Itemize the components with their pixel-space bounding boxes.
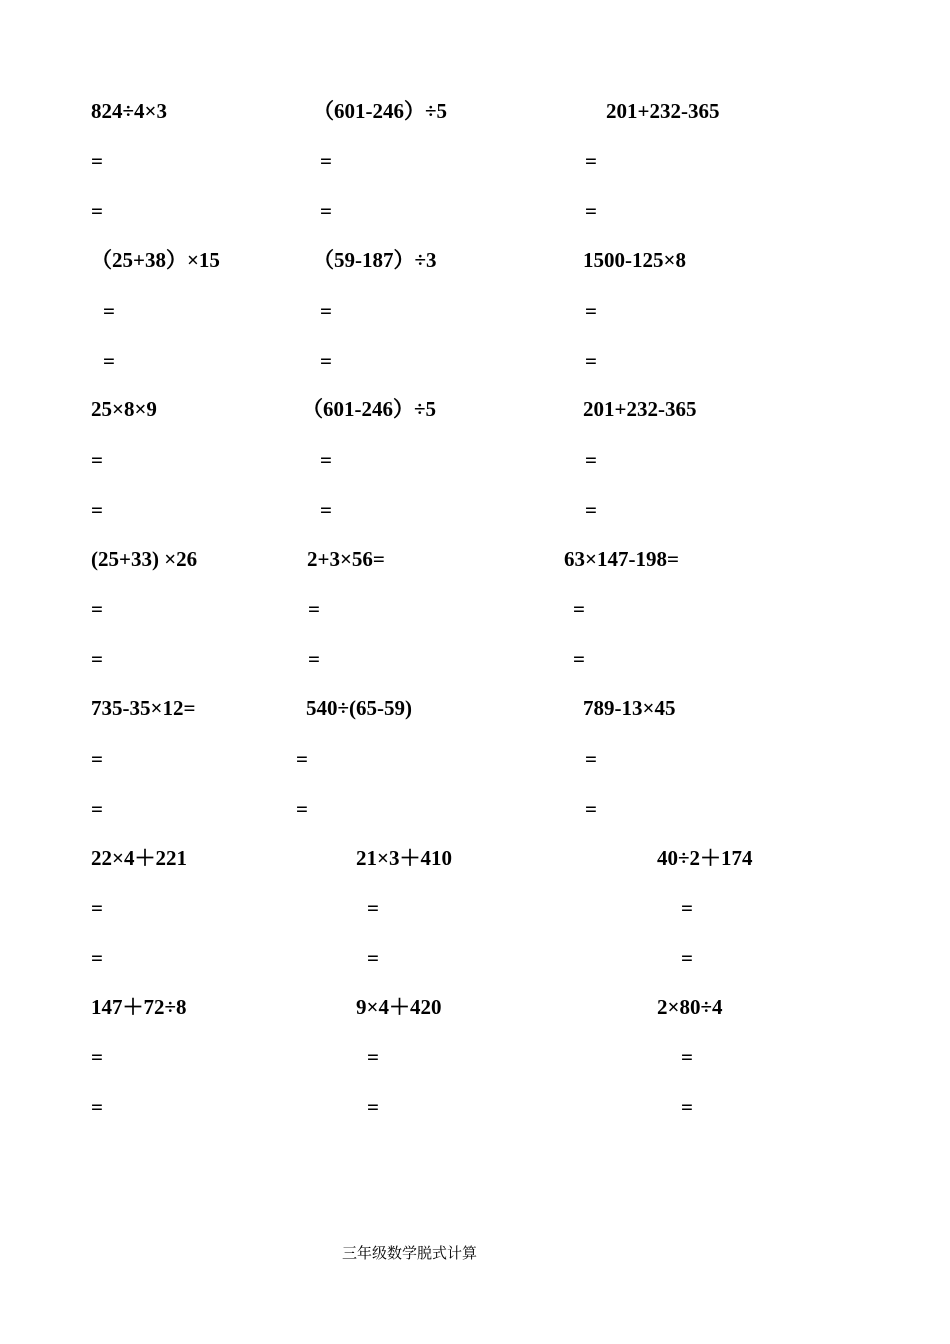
problem-expression: 824÷4×3 — [91, 99, 167, 123]
problem-expression: 2+3×56= — [307, 547, 385, 571]
equals-line-2: = — [296, 797, 308, 821]
problem-expression: 1500-125×8 — [583, 248, 686, 272]
problem-expression: 22×4＋221 — [91, 846, 187, 870]
equals-line-2: = — [681, 1095, 693, 1119]
problem-expression: 735-35×12= — [91, 696, 196, 720]
equals-line-2: = — [308, 647, 320, 671]
problem-expression: 25×8×9 — [91, 397, 157, 421]
equals-line-1: = — [91, 1045, 103, 1069]
problem-expression: 40÷2＋174 — [657, 846, 753, 870]
equals-line-2: = — [91, 199, 103, 223]
problem-expression: 63×147-198= — [564, 547, 679, 571]
equals-line-1: = — [320, 299, 332, 323]
problem-expression: (25+33) ×26 — [91, 547, 198, 571]
equals-line-2: = — [585, 498, 597, 522]
problem-expression: （25+38）×15 — [91, 248, 220, 272]
equals-line-2: = — [585, 199, 597, 223]
equals-line-2: = — [585, 349, 597, 373]
problem-expression: （601-246）÷5 — [302, 397, 437, 421]
equals-line-1: = — [296, 747, 308, 771]
equals-line-1: = — [91, 597, 103, 621]
equals-line-1: = — [585, 149, 597, 173]
equals-line-2: = — [320, 349, 332, 373]
equals-line-1: = — [367, 896, 379, 920]
equals-line-2: = — [91, 498, 103, 522]
problem-expression: 21×3＋410 — [356, 846, 452, 870]
equals-line-1: = — [91, 747, 103, 771]
equals-line-1: = — [308, 597, 320, 621]
equals-line-1: = — [367, 1045, 379, 1069]
equals-line-2: = — [367, 946, 379, 970]
equals-line-1: = — [585, 747, 597, 771]
problem-expression: 201+232-365 — [606, 99, 720, 123]
problem-expression: 789-13×45 — [583, 696, 676, 720]
equals-line-1: = — [573, 597, 585, 621]
problem-expression: 201+232-365 — [583, 397, 697, 421]
problem-expression: 540÷(65-59) — [306, 696, 413, 720]
equals-line-2: = — [103, 349, 115, 373]
page-footer: 三年级数学脱式计算 — [342, 1244, 478, 1262]
equals-line-2: = — [681, 946, 693, 970]
equals-line-1: = — [681, 1045, 693, 1069]
equals-line-2: = — [585, 797, 597, 821]
problem-expression: （601-246）÷5 — [313, 99, 448, 123]
equals-line-2: = — [91, 797, 103, 821]
equals-line-1: = — [320, 448, 332, 472]
equals-line-1: = — [91, 896, 103, 920]
problem-expression: 147＋72÷8 — [91, 995, 187, 1019]
problem-expression: 9×4＋420 — [356, 995, 442, 1019]
equals-line-1: = — [681, 896, 693, 920]
equals-line-1: = — [103, 299, 115, 323]
equals-line-1: = — [91, 149, 103, 173]
equals-line-2: = — [320, 199, 332, 223]
equals-line-2: = — [91, 1095, 103, 1119]
equals-line-2: = — [367, 1095, 379, 1119]
equals-line-1: = — [585, 448, 597, 472]
equals-line-1: = — [91, 448, 103, 472]
equals-line-1: = — [585, 299, 597, 323]
equals-line-2: = — [91, 946, 103, 970]
equals-line-2: = — [573, 647, 585, 671]
problem-expression: 2×80÷4 — [657, 995, 723, 1019]
equals-line-2: = — [320, 498, 332, 522]
problem-expression: （59-187）÷3 — [313, 248, 437, 272]
equals-line-1: = — [320, 149, 332, 173]
equals-line-2: = — [91, 647, 103, 671]
